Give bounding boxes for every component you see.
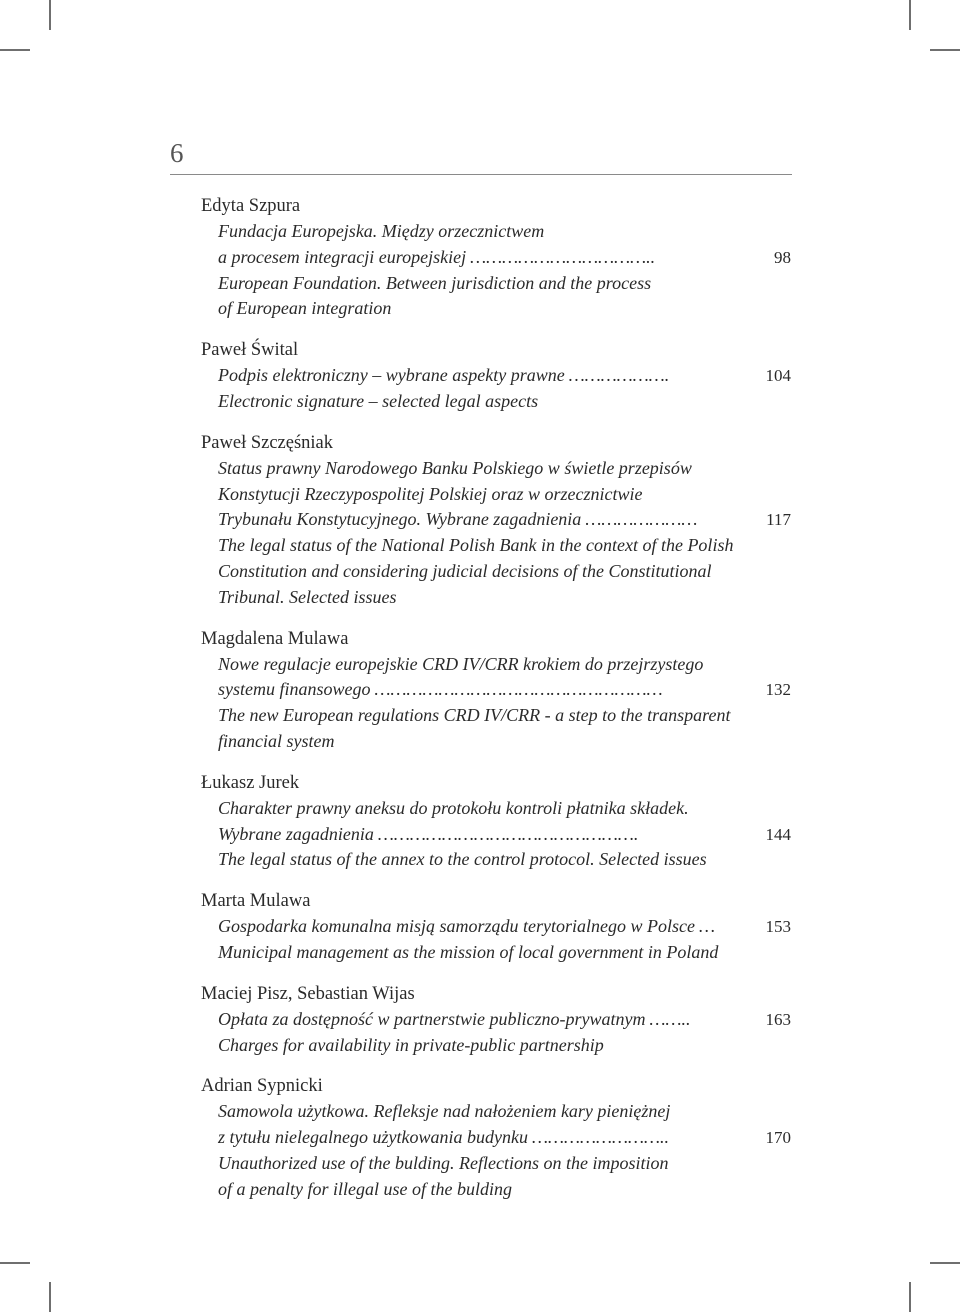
toc-line-with-page[interactable] (218, 677, 791, 703)
toc-title-line: financial system (218, 730, 335, 751)
toc-line-with-page[interactable] (218, 822, 791, 848)
toc-entry (201, 193, 791, 322)
toc-author: Adrian Sypnicki (201, 1076, 323, 1097)
toc-author: Marta Mulawa (201, 891, 311, 912)
toc-title-text: Wybrane zagadnienia (218, 823, 374, 844)
toc-title-text: a procesem integracji europejskiej (218, 246, 467, 267)
toc-title-line: Status prawny Narodowego Banku Polskiego w świetle przepisów (218, 457, 692, 478)
toc-leader-dots: ……………………………………………… (374, 679, 663, 700)
toc-title-text: Podpis elektroniczny – wybrane aspekty prawne (218, 365, 565, 386)
toc-line-with-page[interactable] (218, 507, 791, 533)
crop-mark-top-left (49, 0, 51, 30)
toc-title-text: systemu finansowego (218, 679, 371, 700)
toc-line-with-page[interactable] (218, 363, 791, 389)
toc-entry (201, 770, 791, 873)
toc-entry (201, 337, 791, 415)
toc-title-line: of European integration (218, 298, 392, 319)
header-rule (170, 174, 792, 175)
toc-page-number: 132 (765, 680, 791, 700)
toc-article (201, 456, 791, 611)
crop-mark-top-right (909, 0, 911, 30)
toc-author: Magdalena Mulawa (201, 628, 349, 649)
toc-entry (201, 981, 791, 1059)
toc-article (201, 1007, 791, 1059)
toc-leader-dots: …………………………………………. (377, 823, 639, 844)
toc-article (201, 652, 791, 755)
toc-title-line: of a penalty for illegal use of the bulding (218, 1178, 512, 1199)
crop-mark-bottom-right (909, 1282, 911, 1312)
toc-title-line: Unauthorized use of the bulding. Reflections on the imposition (218, 1152, 669, 1173)
crop-mark-right-top (930, 49, 960, 51)
toc-title-line: Tribunal. Selected issues (218, 586, 397, 607)
toc-page-number: 163 (765, 1009, 791, 1029)
toc-title-line: Charges for availability in private-public partnership (218, 1034, 604, 1055)
table-of-contents (201, 193, 791, 1218)
toc-title-line: Municipal management as the mission of local government in Poland (218, 941, 719, 962)
toc-line-with-page[interactable] (218, 914, 791, 940)
toc-title-line: Nowe regulacje europejskie CRD IV/CRR krokiem do przejrzystego (218, 653, 704, 674)
toc-author: Łukasz Jurek (201, 772, 300, 793)
toc-leader-dots: ………………. (568, 365, 670, 386)
toc-leader-dots: ………………… (585, 509, 698, 530)
toc-entry (201, 430, 791, 611)
toc-title-line: Charakter prawny aneksu do protokołu kontroli płatnika składek. (218, 797, 689, 818)
toc-title-line: European Foundation. Between jurisdiction and the process (218, 272, 652, 293)
toc-page-number: 117 (766, 510, 791, 530)
crop-mark-bottom-left (49, 1282, 51, 1312)
toc-title-line: Electronic signature – selected legal aspects (218, 390, 539, 411)
toc-entry (201, 888, 791, 966)
crop-mark-left-top (0, 49, 30, 51)
toc-entry (201, 1073, 791, 1202)
toc-title-line: Fundacja Europejska. Między orzecznictwem (218, 221, 545, 241)
toc-article (201, 1099, 791, 1202)
toc-author: Maciej Pisz, Sebastian Wijas (201, 983, 415, 1004)
toc-article (201, 363, 791, 415)
toc-title-text: Trybunału Konstytucyjnego. Wybrane zagadnienia (218, 509, 582, 530)
toc-leader-dots: …………………………….. (470, 246, 656, 267)
toc-title-line: Konstytucji Rzeczypospolitej Polskiej oraz w orzecznictwie (218, 483, 643, 504)
crop-mark-right-bottom (930, 1262, 960, 1264)
toc-author: Paweł Śwital (201, 340, 299, 361)
toc-title-text: Opłata za dostępność w partnerstwie publiczno-prywatnym (218, 1008, 646, 1029)
toc-title-text: Gospodarka komunalna misją samorządu terytorialnego w Polsce (218, 916, 695, 937)
page-number: 6 (170, 138, 184, 168)
toc-page-number: 144 (765, 824, 791, 844)
toc-author: Edyta Szpura (201, 196, 301, 216)
toc-article (201, 796, 791, 873)
toc-author: Paweł Szczęśniak (201, 432, 334, 453)
toc-page-number: 98 (774, 247, 791, 267)
toc-entry (201, 626, 791, 755)
toc-leader-dots: … (698, 916, 715, 937)
toc-line-with-page[interactable] (218, 1007, 791, 1033)
toc-page-number: 153 (765, 917, 791, 937)
toc-leader-dots: …….. (649, 1008, 691, 1029)
toc-title-line: Samowola użytkowa. Refleksje nad nałożeniem kary pieniężnej (218, 1101, 671, 1122)
toc-article (201, 914, 791, 966)
toc-title-text: z tytułu nielegalnego użytkowania budynku (218, 1127, 528, 1148)
toc-title-line: The legal status of the annex to the control protocol. Selected issues (218, 849, 707, 870)
toc-title-line: The new European regulations CRD IV/CRR - a step to the transparent (218, 705, 731, 726)
toc-line-with-page[interactable] (218, 1125, 791, 1151)
toc-page-number: 104 (765, 366, 791, 386)
toc-leader-dots: …………………….. (531, 1127, 669, 1148)
toc-line-with-page[interactable] (218, 245, 791, 271)
crop-mark-left-bottom (0, 1262, 30, 1264)
toc-page-number: 170 (765, 1128, 791, 1148)
toc-article (201, 219, 791, 322)
toc-title-line: Constitution and considering judicial decisions of the Constitutional (218, 560, 712, 581)
toc-title-line: The legal status of the National Polish Bank in the context of the Polish (218, 535, 734, 556)
